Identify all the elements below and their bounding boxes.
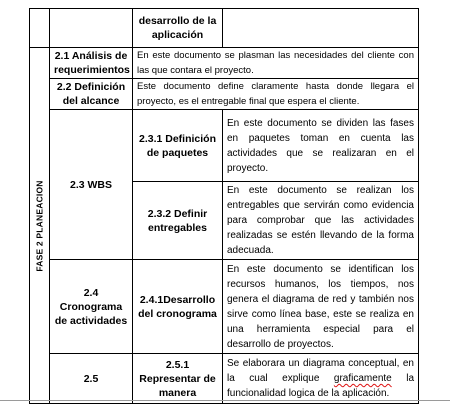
row-2-5-1-desc-spellcheck: graficamente xyxy=(333,373,392,384)
row-2-5-1-label: 2.5.1 Representar de manera xyxy=(133,354,223,404)
top-row-text: desarrollo de la aplicación xyxy=(133,9,223,48)
table-row-2-3-1 xyxy=(30,110,419,182)
page-bottom-edge xyxy=(0,400,450,401)
row-2-5-1-desc-before: Se elaborara un diagrama conceptual, en la cual explique xyxy=(227,358,414,384)
row-2-5-label: 2.5 xyxy=(50,354,133,404)
table-row-2-4-1 xyxy=(30,260,419,354)
blank-desc-top xyxy=(223,9,419,48)
table-row-top xyxy=(30,9,419,48)
row-2-3-label: 2.3 WBS xyxy=(50,110,133,260)
phase-label: FASE 2 PLANEACION xyxy=(34,179,44,272)
row-2-3-1-label: 2.3.1 Definición de paquetes xyxy=(133,110,223,182)
phase-cell xyxy=(30,48,50,404)
table-row-2-1 xyxy=(30,48,419,79)
row-2-2-desc: Este documento define claramente hasta donde llegara el proyecto, es el entregable final que espera el cliente. xyxy=(133,79,419,110)
table-row-2-5-1 xyxy=(30,354,419,404)
row-2-4-label: 2.4 Cronograma de actividades xyxy=(50,260,133,354)
row-2-4-1-label: 2.4.1Desarrollo del cronograma xyxy=(133,260,223,354)
table-row-2-2 xyxy=(30,79,419,110)
row-2-3-1-desc: En este documento se dividen las fases en paquetes toman en cuenta las actividades que se realizaran en el proyecto. xyxy=(223,110,419,182)
row-2-5-1-desc xyxy=(223,354,419,404)
planning-table xyxy=(29,8,419,404)
row-2-3-2-desc: En este documento se realizan los entregables que servirán como evidencia para comprobar que las actividades realizadas se estén llevando de la forma adecuada. xyxy=(223,182,419,260)
blank-cell-top xyxy=(50,9,133,48)
row-2-1-desc: En este documento se plasman las necesidades del cliente con las que contara el proyecto. xyxy=(133,48,419,79)
row-2-1-label: 2.1 Análisis de requerimientos xyxy=(50,48,133,79)
row-2-2-label: 2.2 Definición del alcance xyxy=(50,79,133,110)
row-2-4-1-desc: En este documento se identifican los recursos humanos, los tiempos, nos genera el diagrama de red y también nos sirve como línea base, este se realiza en una herramienta especial para el desarrollo de proyectos. xyxy=(223,260,419,354)
row-2-5-1-desc-after: la funcionalidad logica de la aplicación. xyxy=(227,373,415,399)
phase-cell-top xyxy=(30,9,50,48)
row-2-3-2-label: 2.3.2 Definir entregables xyxy=(133,182,223,260)
